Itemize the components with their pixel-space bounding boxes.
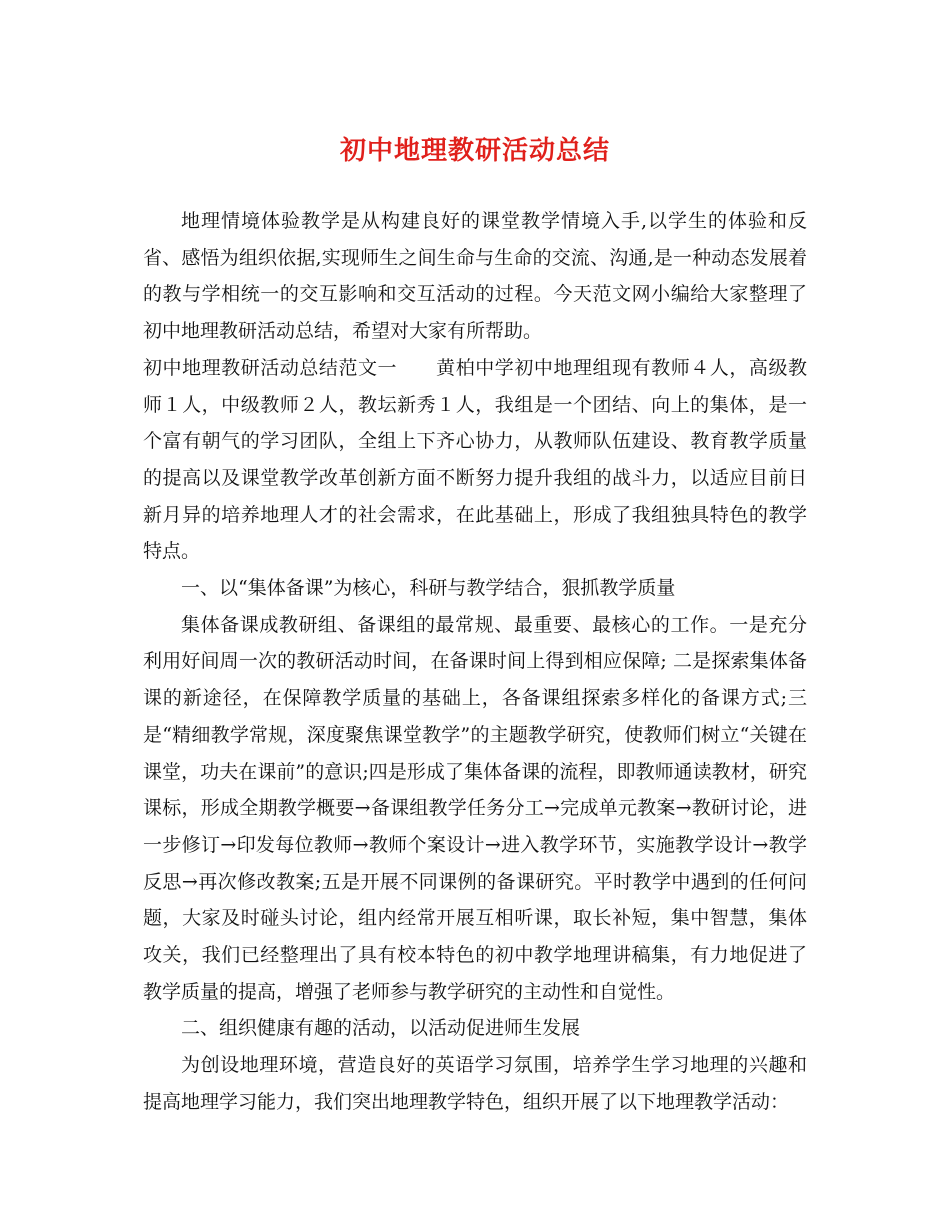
paragraph-intro: 地理情境体验教学是从构建良好的课堂教学情境入手,以学生的体验和反省、感悟为组织依据,实现师生之间生命与生命的交流、沟通,是一种动态发展着的教与学相统一的交互影响和交互活动的过程。今天范文网小编给大家整理了初中地理教研活动总结，希望对大家有所帮助。 (143, 210, 807, 343)
section-heading-2: 二、组织健康有趣的活动，以活动促进师生发展 (181, 1017, 581, 1040)
section-heading-1: 一、以“集体备课”为核心，科研与教学结合，狠抓教学质量 (181, 577, 676, 600)
document-title: 初中地理教研活动总结 (339, 136, 610, 166)
paragraph-activities: 为创设地理环境，营造良好的英语学习氛围，培养学生学习地理的兴趣和提高地理学习能力，我们突出地理教学特色，组织开展了以下地理教学活动： (143, 1054, 807, 1113)
paragraph-collective-prep: 集体备课成教研组、备课组的最常规、最重要、最核心的工作。一是充分利用好间周一次的教研活动时间，在备课时间上得到相应保障; 二是探索集体备课的新途径，在保障教学质量的基础上，各备课组探索多样化的备课方式;三是“精细教学常规，深度聚焦课堂教学”的主题教学研究，使教师们树立“关键在课堂，功夫在课前”的意识;四是形成了集体备课的流程，即教师通读教材，研究课标，形成全期教学概要→备课组教学任务分工→完成单元教案→教研讨论，进一步修订→印发每位教师→教师个案设计→进入教学环节，实施教学设计→教学反思→再次修改教案;五是开展不同课例的备课研究。平时教学中遇到的任何问题，大家及时碰头讨论，组内经常开展互相听课，取长补短，集中智慧，集体攻关，我们已经整理出了具有校本特色的初中教学地理讲稿集，有力地促进了教学质量的提高，增强了老师参与教学研究的主动性和自觉性。 (143, 613, 807, 1003)
document-body (143, 203, 807, 1121)
paragraph-sample-one: 初中地理教研活动总结范文一 黄柏中学初中地理组现有教师４人，高级教师１人，中级教师２人，教坛新秀１人，我组是一个团结、向上的集体，是一个富有朝气的学习团队，全组上下齐心协力，从教师队伍建设、教育教学质量的提高以及课堂教学改革创新方面不断努力提升我组的战斗力，以适应目前日新月异的培养地理人才的社会需求，在此基础上，形成了我组独具特色的教学特点。 (143, 356, 807, 563)
